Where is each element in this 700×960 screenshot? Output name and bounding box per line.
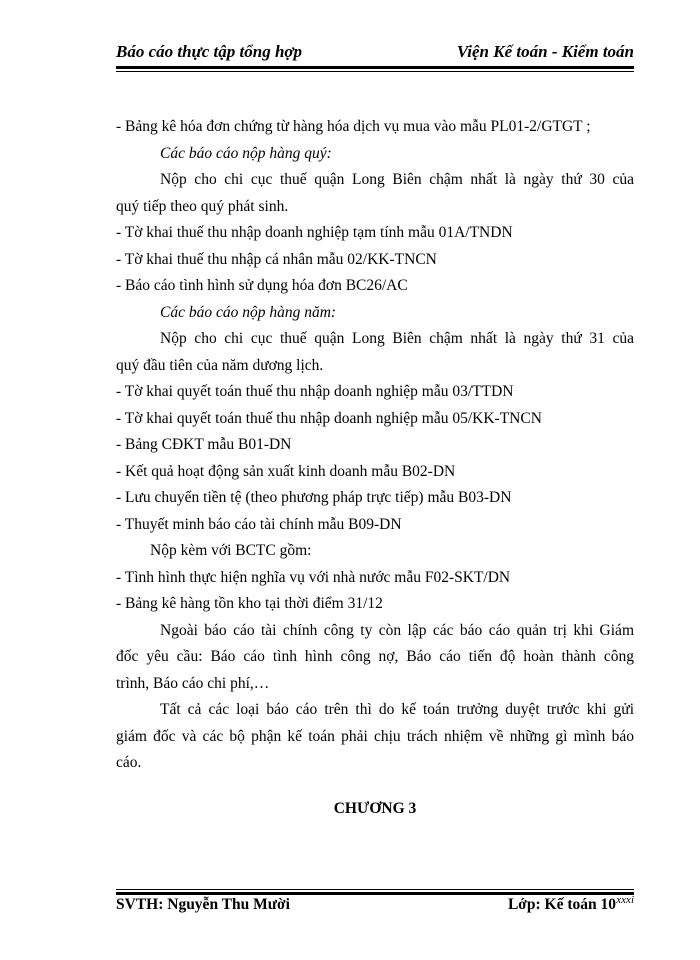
header-rule-thick [116,66,634,69]
list-item: - Kết quả hoạt động sản xuất kinh doanh mẫu B02-DN [116,462,456,480]
section-label-yearly: Các báo cáo nộp hàng năm: [160,303,337,321]
paragraph-line: trình, Báo cáo chi phí,… [116,674,270,692]
paragraph-line: Tất cả các loại báo cáo trên thì do kế toán trưởng duyệt trước khi gửi [160,701,634,718]
list-item: - Bảng kê hàng tồn kho tại thời điểm 31/12 [116,595,383,612]
paragraph-line: cáo. [116,754,142,771]
paragraph-line: đốc yêu cầu: Báo cáo tình hình công nợ, Báo cáo tiến độ hoàn thành công [116,648,634,665]
footer-rule-thick [116,892,634,895]
list-item: - Tờ khai quyết toán thuế thu nhập doanh nghiệp mẫu 05/KK-TNCN [116,409,542,427]
document-body [116,114,634,777]
section-label-quarterly: Các báo cáo nộp hàng quý: [160,144,332,162]
section-label-attachments: Nộp kèm với BCTC gồm: [150,542,312,559]
paragraph-line: giám đốc và các bộ phận kế toán phải chịu trách nhiệm về những gì mình báo [116,727,634,745]
paragraph-line: quý đầu tiên của năm dương lịch. [116,356,324,374]
page-footer [116,896,634,918]
list-item: - Lưu chuyển tiền tệ (theo phương pháp trực tiếp) mẫu B03-DN [116,489,512,506]
page-header [116,40,634,66]
paragraph-line: Nộp cho chi cục thuế quận Long Biên chậm nhất là ngày thứ 31 của [160,330,634,347]
paragraph-line: Nộp cho chi cục thuế quận Long Biên chậm nhất là ngày thứ 30 của [160,171,634,188]
chapter-heading: CHƯƠNG 3 [333,800,417,817]
list-item: - Thuyết minh báo cáo tài chính mẫu B09-DN [116,515,402,533]
list-item: - Báo cáo tình hình sử dụng hóa đơn BC26/AC [116,277,408,294]
footer-student: SVTH: Nguyễn Thu Mười [116,896,290,913]
list-item: - Tờ khai quyết toán thuế thu nhập doanh nghiệp mẫu 03/TTDN [116,383,514,400]
header-rule-thin [116,71,634,72]
text-line: - Bảng kê hóa đơn chứng từ hàng hóa dịch vụ mua vào mẫu PL01-2/GTGT ; [116,118,591,135]
page-number: xxxi [616,894,634,906]
list-item: - Bảng CĐKT mẫu B01-DN [116,436,292,453]
list-item: - Tờ khai thuế thu nhập doanh nghiệp tạm tính mẫu 01A/TNDN [116,224,513,241]
paragraph-line: Ngoài báo cáo tài chính công ty còn lập các báo cáo quản trị khi Giám [160,621,634,639]
paragraph-line: quý tiếp theo quý phát sinh. [116,197,289,215]
footer-rule-thin [116,889,634,890]
list-item: - Tình hình thực hiện nghĩa vụ với nhà nước mẫu F02-SKT/DN [116,568,511,586]
header-report-title: Báo cáo thực tập tổng hợp [116,42,303,61]
footer-class: Lớp: Kế toán 10 [507,896,616,913]
header-institute: Viện Kế toán - Kiểm toán [456,42,634,61]
list-item: - Tờ khai thuế thu nhập cá nhân mẫu 02/KK-TNCN [116,250,437,268]
